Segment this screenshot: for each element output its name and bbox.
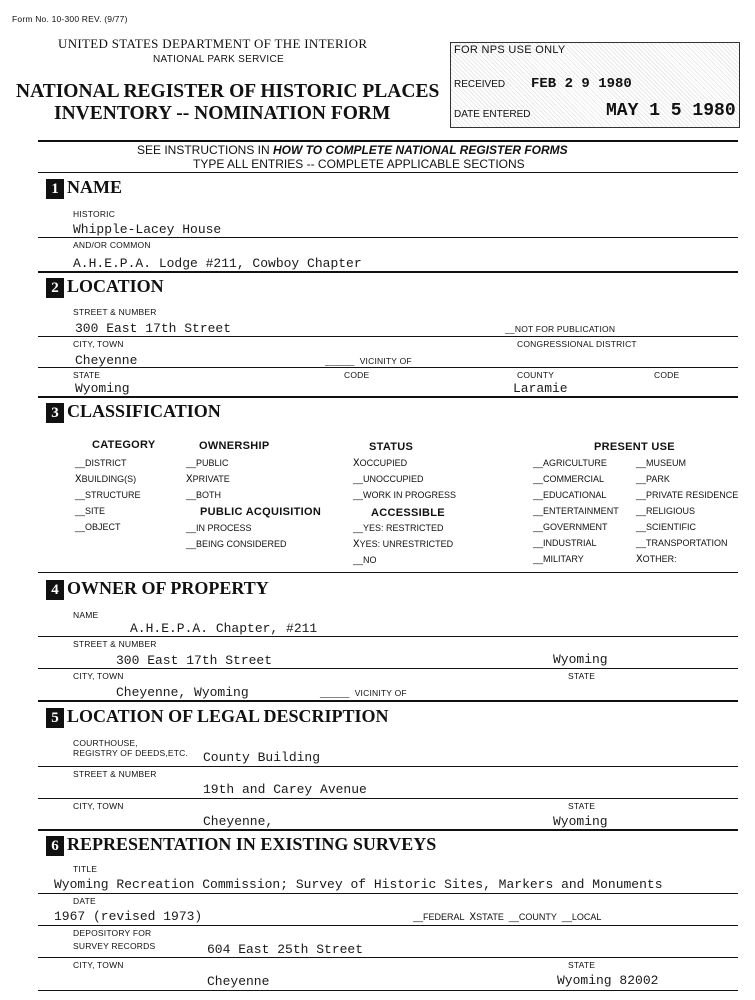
option-use-left (533, 538, 597, 550)
entered-label: DATE ENTERED (454, 109, 531, 120)
option-use-left (533, 490, 606, 502)
option-label: TRANSPORTATION (646, 538, 728, 548)
blank-line: __ (636, 538, 647, 548)
rule (38, 990, 738, 991)
option-accessible (353, 523, 444, 535)
blank-line: __ (636, 506, 647, 516)
owner-state-label: STATE (568, 671, 596, 681)
status-header: STATUS (369, 441, 414, 453)
code-label: CODE (344, 370, 370, 380)
section-number: 1 (46, 179, 64, 199)
rule (38, 636, 738, 637)
rule (38, 798, 738, 799)
option-label: PRIVATE (192, 474, 230, 484)
form-title-1: NATIONAL REGISTER OF HISTORIC PLACES (16, 81, 440, 102)
section-number: 4 (46, 580, 64, 600)
survey-title-label: TITLE (73, 864, 98, 874)
option-label: ENTERTAINMENT (543, 506, 619, 516)
rule (38, 396, 738, 398)
option-label: UNOCCUPIED (363, 474, 424, 484)
section-title: REPRESENTATION IN EXISTING SURVEYS (67, 834, 437, 854)
option-use-right (636, 474, 670, 486)
rule (38, 700, 738, 702)
historic-label: HISTORIC (73, 209, 116, 219)
common-label: AND/OR COMMON (73, 240, 151, 250)
check-mark: X (353, 458, 360, 470)
option-category (75, 522, 121, 534)
blank-line: __ (533, 474, 544, 484)
present-use-header: PRESENT USE (594, 441, 675, 453)
check-mark: X (186, 474, 193, 486)
acquisition-header: PUBLIC ACQUISITION (200, 506, 322, 518)
option-label: RELIGIOUS (646, 506, 696, 516)
blank-line: __ (186, 539, 197, 549)
service: NATIONAL PARK SERVICE (153, 54, 284, 65)
option-status (353, 490, 456, 502)
owner-street-label: STREET & NUMBER (73, 639, 157, 649)
rule (38, 829, 738, 831)
blank-line: __ (533, 458, 544, 468)
depository-label-1: DEPOSITORY FOR (73, 928, 152, 938)
option-label: PUBLIC (196, 458, 229, 468)
owner-name: A.H.E.P.A. Chapter, #211 (130, 621, 318, 636)
section-number: 3 (46, 403, 64, 423)
option-label: SCIENTIFIC (646, 522, 697, 532)
legal-state: Wyoming (553, 814, 608, 829)
common-name: A.H.E.P.A. Lodge #211, Cowboy Chapter (73, 256, 362, 271)
rule (38, 336, 738, 337)
option-acquisition (186, 539, 287, 551)
blank-line: __ (533, 538, 544, 548)
blank-line: __ (75, 506, 86, 516)
survey-state: Wyoming 82002 (557, 973, 659, 988)
not-for-publication: __NOT FOR PUBLICATION (505, 324, 616, 334)
form-title-2: INVENTORY -- NOMINATION FORM (54, 103, 391, 124)
option-label: BOTH (196, 490, 222, 500)
instructions-2: TYPE ALL ENTRIES -- COMPLETE APPLICABLE SECTIONS (193, 157, 525, 171)
blank-line: __ (186, 523, 197, 533)
survey-date: 1967 (revised 1973) (54, 909, 203, 924)
depository-label-2: SURVEY RECORDS (73, 941, 156, 951)
section-5-heading (46, 706, 389, 728)
instructions-pre: SEE INSTRUCTIONS IN (137, 143, 274, 157)
rule (38, 925, 738, 926)
blank-line: __ (186, 458, 197, 468)
section-1-heading (46, 177, 122, 199)
owner-city: Cheyenne, Wyoming (116, 685, 249, 700)
option-label: EDUCATIONAL (543, 490, 607, 500)
rule (38, 572, 738, 573)
section-title: NAME (67, 177, 122, 197)
congressional-label: CONGRESSIONAL DISTRICT (517, 339, 637, 349)
legal-street: 19th and Carey Avenue (203, 782, 367, 797)
owner-state: Wyoming (553, 652, 608, 667)
option-label: GOVERNMENT (543, 522, 608, 532)
survey-city-label: CITY, TOWN (73, 960, 124, 970)
received-stamp: FEB 2 9 1980 (531, 76, 632, 92)
owner-street: 300 East 17th Street (116, 653, 273, 668)
option-acquisition (186, 523, 252, 535)
option-ownership (186, 490, 221, 502)
option-use-right (636, 506, 695, 518)
federal-option: FEDERAL (423, 912, 465, 922)
section-title: OWNER OF PROPERTY (67, 578, 269, 598)
check-mark: X (75, 474, 82, 486)
street-value: 300 East 17th Street (75, 321, 232, 336)
option-label: PARK (646, 474, 670, 484)
option-use-right (636, 458, 686, 470)
option-use-left (533, 522, 608, 534)
section-title: LOCATION (67, 276, 164, 296)
option-label: AGRICULTURE (543, 458, 607, 468)
section-number: 6 (46, 836, 64, 856)
option-accessible (353, 539, 453, 551)
option-status (353, 474, 424, 486)
check-mark: X (353, 539, 360, 551)
survey-city: Cheyenne (207, 974, 270, 989)
option-use-left (533, 458, 607, 470)
check-mark: X (636, 554, 643, 566)
vicinity: ______ VICINITY OF (325, 356, 412, 366)
state-mark: X (469, 912, 477, 924)
blank-line: __ (75, 490, 86, 500)
option-use-left (533, 474, 604, 486)
option-use-left (533, 506, 619, 518)
option-label: WORK IN PROGRESS (363, 490, 457, 500)
blank-line: __ (186, 490, 197, 500)
city-value: Cheyenne (75, 353, 138, 368)
option-use-right (636, 554, 677, 566)
option-label: DISTRICT (85, 458, 127, 468)
instructions-italic: HOW TO COMPLETE NATIONAL REGISTER FORMS (273, 143, 568, 157)
courthouse-value: County Building (203, 750, 321, 765)
street-label: STREET & NUMBER (73, 307, 157, 317)
code2-label: CODE (654, 370, 680, 380)
option-label: OBJECT (85, 522, 121, 532)
option-ownership (186, 474, 230, 486)
blank-line: __ (75, 522, 86, 532)
option-label: NO (363, 555, 377, 565)
section-2-heading (46, 276, 164, 298)
rule (38, 893, 738, 894)
blank-line: __ (353, 490, 364, 500)
option-label: YES: UNRESTRICTED (359, 539, 454, 549)
vicinity-label: VICINITY OF (359, 356, 412, 366)
section-6-heading (46, 834, 436, 856)
rule (38, 668, 738, 669)
survey-date-label: DATE (73, 896, 96, 906)
blank-line: __ (75, 458, 86, 468)
nps-label: FOR NPS USE ONLY (454, 44, 566, 56)
rule (38, 237, 738, 238)
option-use-right (636, 522, 696, 534)
county-option: COUNTY (518, 912, 557, 922)
survey-level: __FEDERAL XSTATE __COUNTY __LOCAL (413, 912, 602, 924)
courthouse-label-1: COURTHOUSE, (73, 738, 138, 748)
option-label: COMMERCIAL (543, 474, 605, 484)
option-label: SITE (85, 506, 106, 516)
county-label: COUNTY (517, 370, 555, 380)
section-title: LOCATION OF LEGAL DESCRIPTION (67, 706, 389, 726)
blank-line: __ (636, 474, 647, 484)
nps-use-box (450, 42, 740, 128)
survey-title: Wyoming Recreation Commission; Survey of Historic Sites, Markers and Monuments (54, 877, 663, 892)
blank-line: __ (353, 555, 364, 565)
rule (38, 766, 738, 767)
rule (38, 172, 738, 173)
option-category (75, 474, 136, 486)
option-label: OCCUPIED (359, 458, 408, 468)
option-label: BUILDING(S) (81, 474, 137, 484)
entered-stamp: MAY 1 5 1980 (606, 101, 736, 121)
option-label: OTHER: (642, 554, 677, 564)
city-label: CITY, TOWN (73, 339, 124, 349)
blank-line: __ (636, 490, 647, 500)
historic-name: Whipple-Lacey House (73, 222, 222, 237)
depository-value: 604 East 25th Street (207, 942, 364, 957)
instructions (137, 143, 568, 157)
legal-street-label: STREET & NUMBER (73, 769, 157, 779)
option-label: PRIVATE RESIDENCE (646, 490, 739, 500)
blank-line: __ (353, 523, 364, 533)
form-number: Form No. 10-300 REV. (9/77) (12, 14, 128, 24)
section-title: CLASSIFICATION (67, 401, 221, 421)
blank-line: __ (636, 522, 647, 532)
legal-state-label: STATE (568, 801, 596, 811)
option-label: MUSEUM (646, 458, 687, 468)
option-label: YES: RESTRICTED (363, 523, 444, 533)
option-category (75, 458, 127, 470)
rule (38, 271, 738, 273)
category-header: CATEGORY (92, 439, 156, 451)
blank-line: __ (533, 522, 544, 532)
section-number: 2 (46, 278, 64, 298)
blank-line: __ (533, 554, 544, 564)
option-label: INDUSTRIAL (543, 538, 597, 548)
not-for-publication-label: NOT FOR PUBLICATION (514, 324, 616, 334)
accessible-header: ACCESSIBLE (371, 507, 445, 519)
owner-name-label: NAME (73, 610, 99, 620)
option-ownership (186, 458, 229, 470)
department: UNITED STATES DEPARTMENT OF THE INTERIOR (58, 36, 368, 51)
state-value: Wyoming (75, 381, 130, 396)
option-label: IN PROCESS (196, 523, 252, 533)
owner-vicinity-label: VICINITY OF (354, 688, 407, 698)
state-label: STATE (73, 370, 101, 380)
owner-city-label: CITY, TOWN (73, 671, 124, 681)
option-category (75, 506, 105, 518)
blank-line: __ (533, 490, 544, 500)
rule (38, 140, 738, 142)
option-use-left (533, 554, 584, 566)
option-label: MILITARY (543, 554, 584, 564)
legal-city: Cheyenne, (203, 814, 274, 829)
ownership-header: OWNERSHIP (199, 440, 270, 452)
blank-line: __ (533, 506, 544, 516)
state-option: STATE (476, 912, 504, 922)
rule (38, 957, 738, 958)
local-option: LOCAL (571, 912, 602, 922)
option-status (353, 458, 407, 470)
blank-line: __ (353, 474, 364, 484)
blank-line: __ (636, 458, 647, 468)
rule (38, 367, 738, 368)
legal-city-label: CITY, TOWN (73, 801, 124, 811)
section-number: 5 (46, 708, 64, 728)
option-use-right (636, 490, 738, 502)
option-label: STRUCTURE (85, 490, 141, 500)
survey-state-label: STATE (568, 960, 596, 970)
section-3-heading (46, 401, 221, 423)
county-value: Laramie (513, 381, 568, 396)
option-use-right (636, 538, 728, 550)
received-label: RECEIVED (454, 79, 506, 90)
section-4-heading (46, 578, 269, 600)
courthouse-label-2: REGISTRY OF DEEDS,ETC. (73, 748, 189, 758)
option-category (75, 490, 141, 502)
owner-vicinity: ______ VICINITY OF (320, 688, 407, 698)
option-accessible (353, 555, 377, 567)
option-label: BEING CONSIDERED (196, 539, 287, 549)
